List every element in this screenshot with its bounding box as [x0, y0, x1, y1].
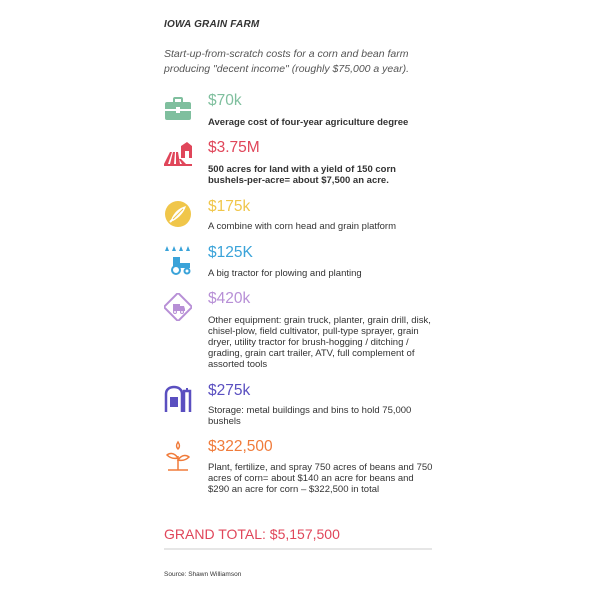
briefcase-icon	[164, 96, 192, 124]
cost-description: A combine with corn head and grain platform	[208, 221, 396, 232]
cost-description: Plant, fertilize, and spray 750 acres of beans and 750 acres of corn= about $140 an acre for beans and $290 an acre for corn – $322,500 in total	[208, 462, 433, 495]
truck-sign-icon	[164, 293, 192, 321]
barn-field-icon	[164, 142, 192, 170]
cost-item-combine	[164, 198, 444, 238]
cost-description: 500 acres for land with a yield of 150 corn bushels-per-acre= about $7,500 an acre.	[208, 164, 396, 186]
corn-icon	[164, 200, 192, 228]
cost-item-tractor	[164, 244, 444, 284]
cost-item-degree	[164, 92, 444, 132]
page-subtitle: Start-up-from-scratch costs for a corn and bean farm producing "decent income" (roughly $75,000 a year).	[164, 48, 410, 75]
cost-item-equipment	[164, 290, 444, 374]
sprout-icon	[164, 440, 192, 468]
cost-description: Average cost of four-year agriculture degree	[208, 117, 409, 128]
cost-item-crop-inputs	[164, 438, 444, 510]
page-title: IOWA GRAIN FARM	[164, 19, 260, 30]
tractor-icon	[164, 245, 192, 273]
silo-icon	[164, 385, 192, 413]
cost-amount: $175k	[208, 198, 251, 215]
cost-amount: $420k	[208, 290, 251, 307]
cost-amount: $275k	[208, 382, 251, 399]
divider	[164, 548, 432, 550]
cost-amount: $125K	[208, 244, 253, 261]
cost-description: A big tractor for plowing and planting	[208, 268, 362, 279]
cost-description: Storage: metal buildings and bins to hold 75,000 bushels	[208, 405, 412, 427]
grand-total: GRAND TOTAL: $5,157,500	[164, 526, 340, 542]
source-credit: Source: Shawn Williamson	[164, 571, 242, 578]
cost-amount: $70k	[208, 92, 242, 109]
cost-amount: $322,500	[208, 438, 273, 455]
cost-item-storage	[164, 382, 444, 430]
cost-amount: $3.75M	[208, 139, 260, 156]
cost-item-land	[164, 139, 444, 189]
cost-description: Other equipment: grain truck, planter, grain drill, disk, chisel-plow, field cultivator, pull-type sprayer, grain dryer, utility tractor for brush-hogging / ditching / grading, grain cart trailer, ATV, full complement of assorted tools	[208, 315, 431, 370]
